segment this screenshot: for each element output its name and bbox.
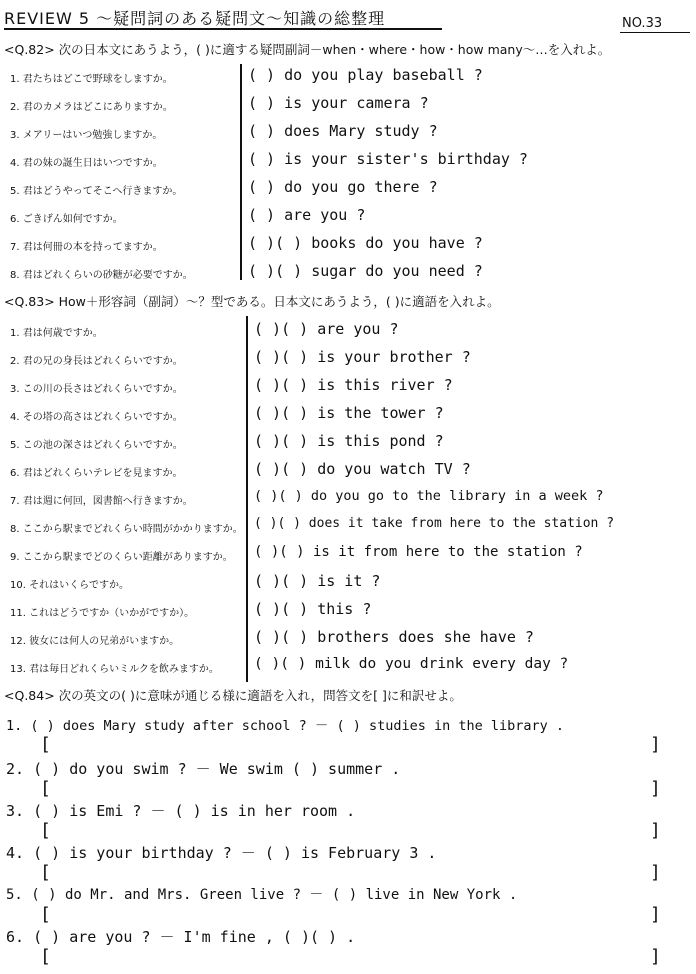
q84-item-en: 5. ( ) do Mr. and Mrs. Green live ? － ( ) live in New York . [6, 887, 518, 903]
q83-item-en: ( )( ) do you go to the library in a week ? [254, 488, 604, 504]
q84-item-en: 1. ( ) does Mary study after school ? － ( ) studies in the library . [6, 718, 565, 734]
q83-item-jp: 10. それはいくらですか。 [10, 580, 129, 591]
q82-item-en: ( )( ) sugar do you need ? [248, 262, 483, 280]
q83-item-en: ( )( ) this ? [254, 600, 372, 618]
q84-bracket-open: [ [40, 946, 51, 967]
q83-item-en: ( )( ) is this pond ? [254, 432, 444, 450]
q84-bracket-open: [ [40, 778, 51, 799]
q82-item-en: ( ) does Mary study ? [248, 122, 438, 140]
q82-item-jp: 2. 君のカメラはどこにありますか。 [10, 102, 173, 113]
q83-item-en: ( )( ) do you watch TV ? [254, 460, 471, 478]
title-underline [4, 28, 442, 30]
q84-bracket-close: ] [650, 820, 661, 841]
q84-instruction: <Q.84> 次の英文の( )に意味が通じる様に適語を入れ，問答文を[ ]に和訳せよ。 [4, 688, 462, 703]
q83-item-jp: 11. これはどうですか（いかがですか）。 [10, 608, 195, 619]
q84-bracket-close: ] [650, 904, 661, 925]
page-number: NO.33 [622, 16, 663, 31]
q83-item-en: ( )( ) milk do you drink every day ? [254, 656, 569, 672]
q82-divider [240, 64, 242, 280]
q83-item-en: ( )( ) are you ? [254, 320, 399, 338]
q82-item-en: ( ) is your sister's birthday ? [248, 150, 528, 168]
page-number-underline [620, 32, 690, 33]
q83-divider [246, 316, 248, 682]
q84-item-en: 2. ( ) do you swim ? － We swim ( ) summer . [6, 760, 401, 778]
q82-item-en: ( ) is your camera ? [248, 94, 429, 112]
q84-item-en: 3. ( ) is Emi ? － ( ) is in her room . [6, 802, 356, 820]
q83-item-jp: 7. 君は週に何回，図書館へ行きますか。 [10, 496, 193, 507]
q83-item-jp: 3. この川の長さはどれくらいですか。 [10, 384, 183, 395]
q82-item-jp: 5. 君はどうやってそこへ行きますか。 [10, 186, 183, 197]
q83-item-en: ( )( ) brothers does she have ? [254, 628, 534, 646]
q83-item-jp: 6. 君はどれくらいテレビを見ますか。 [10, 468, 183, 479]
q82-item-jp: 4. 君の妹の誕生日はいつですか。 [10, 158, 163, 169]
q83-item-en: ( )( ) is it from here to the station ? [254, 544, 583, 560]
q84-bracket-open: [ [40, 820, 51, 841]
q82-item-jp: 1. 君たちはどこで野球をしますか。 [10, 74, 173, 85]
q83-item-jp: 8. ここから駅までどれくらい時間がかかりますか。 [10, 524, 243, 535]
q83-item-jp: 9. ここから駅までどのくらい距離がありますか。 [10, 552, 233, 563]
q83-item-en: ( )( ) is your brother ? [254, 348, 471, 366]
q82-item-jp: 3. メアリーはいつ勉強しますか。 [10, 130, 163, 141]
q83-item-jp: 5. この池の深さはどれくらいですか。 [10, 440, 183, 451]
q82-item-en: ( ) are you ? [248, 206, 366, 224]
q82-item-en: ( ) do you play baseball ? [248, 66, 483, 84]
q83-item-jp: 4. その塔の高さはどれくらいですか。 [10, 412, 183, 423]
q84-bracket-close: ] [650, 734, 661, 755]
q82-item-jp: 8. 君はどれくらいの砂糖が必要ですか。 [10, 270, 193, 281]
q84-bracket-close: ] [650, 778, 661, 799]
q82-item-jp: 6. ごきげん如何ですか。 [10, 214, 123, 225]
q82-item-jp: 7. 君は何冊の本を持ってますか。 [10, 242, 163, 253]
q84-bracket-open: [ [40, 904, 51, 925]
page-title: REVIEW 5 ～疑問詞のある疑問文～知識の総整理 [4, 9, 386, 28]
q84-bracket-open: [ [40, 734, 51, 755]
q83-item-en: ( )( ) does it take from here to the station ? [254, 516, 615, 531]
q83-item-jp: 13. 君は毎日どれくらいミルクを飲みますか。 [10, 664, 219, 675]
q83-instruction: <Q.83> How＋形容詞（副詞）～？型である。日本文にあうよう，( )に適語を入れよ。 [4, 294, 500, 309]
q84-item-en: 6. ( ) are you ? － I'm fine , ( )( ) . [6, 928, 356, 946]
q84-item-en: 4. ( ) is your birthday ? － ( ) is February 3 . [6, 844, 437, 862]
q84-bracket-close: ] [650, 862, 661, 883]
q83-item-jp: 2. 君の兄の身長はどれくらいですか。 [10, 356, 183, 367]
q82-instruction: <Q.82> 次の日本文にあうよう，( )に適する疑問副詞－when・where・how・how many～…を入れよ。 [4, 42, 611, 57]
q83-item-jp: 1. 君は何歳ですか。 [10, 328, 103, 339]
q82-item-en: ( )( ) books do you have ? [248, 234, 483, 252]
q84-bracket-open: [ [40, 862, 51, 883]
q83-item-en: ( )( ) is this river ? [254, 376, 453, 394]
q83-item-en: ( )( ) is the tower ? [254, 404, 444, 422]
q83-item-en: ( )( ) is it ? [254, 572, 381, 590]
q83-item-jp: 12. 彼女には何人の兄弟がいますか。 [10, 636, 180, 647]
q84-bracket-close: ] [650, 946, 661, 967]
q82-item-en: ( ) do you go there ? [248, 178, 438, 196]
